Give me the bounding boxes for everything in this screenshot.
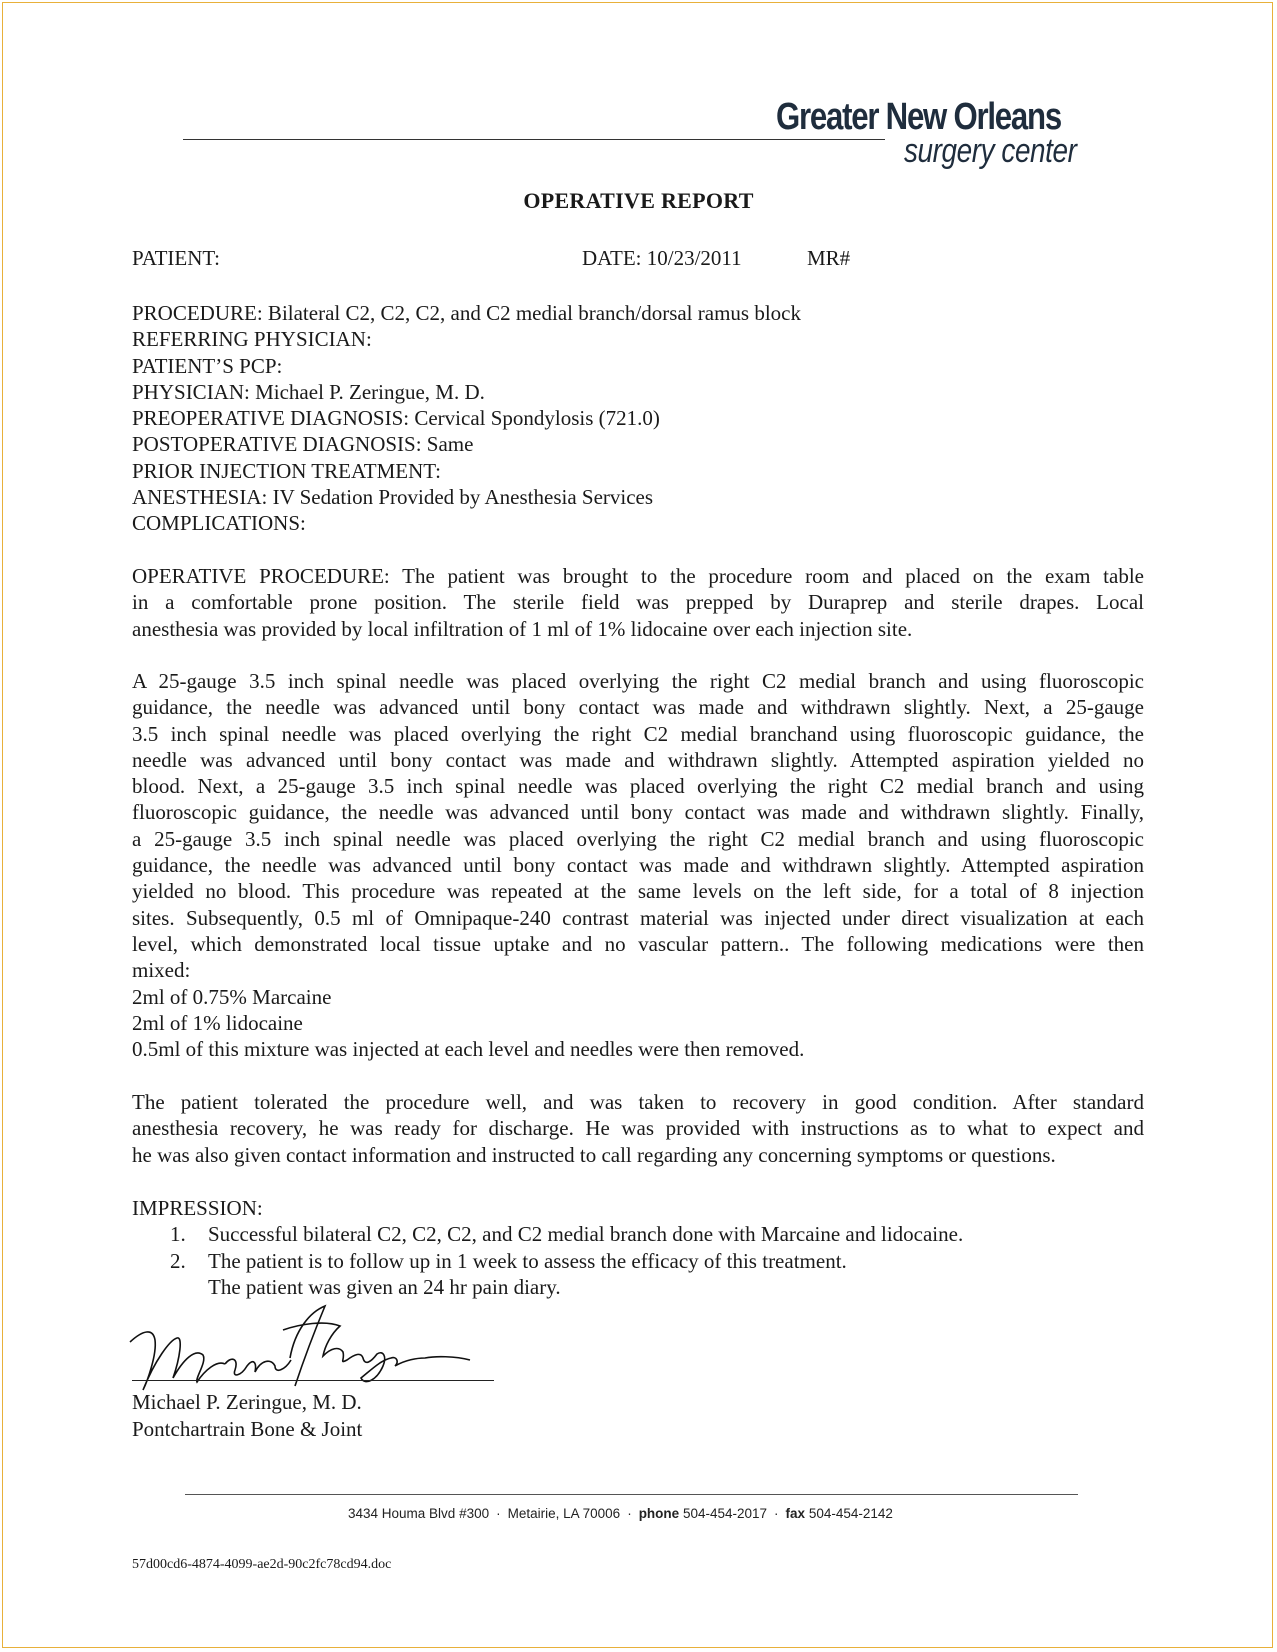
footer-fax-label: fax: [785, 1506, 806, 1521]
footer-fax: 504-454-2142: [808, 1506, 893, 1521]
paragraph-line: fluoroscopic guidance, the needle was advanced until bony contact was made and withdrawn slightly. Finally,: [132, 800, 1144, 825]
field-referring-physician: REFERRING PHYSICIAN:: [132, 327, 372, 352]
logo: [770, 96, 1090, 176]
signer-name: Michael P. Zeringue, M. D.: [132, 1390, 362, 1414]
footer-separator: ·: [627, 1506, 632, 1521]
impression-note: [132, 1274, 963, 1300]
medication-line: 2ml of 0.75% Marcaine: [132, 984, 332, 1009]
medication-line: 0.5ml of this mixture was injected at each level and needles were then removed.: [132, 1037, 805, 1062]
impression-item-number: 1.: [170, 1222, 186, 1247]
operative-procedure-paragraph: [132, 563, 1144, 642]
footer-contact: [348, 1506, 893, 1521]
paragraph-line: anesthesia recovery, he was ready for discharge. He was provided with instructions as to what to expect and: [132, 1116, 1144, 1141]
paragraph-line: A 25-gauge 3.5 inch spinal needle was placed overlying the right C2 medial branch and using fluoroscopic: [132, 669, 1144, 693]
footer-phone-label: phone: [638, 1506, 680, 1521]
logo-line-2: surgery center: [904, 132, 1077, 170]
paragraph-line: level, which demonstrated local tissue uptake and no vascular pattern.. The following medications were then: [132, 931, 1144, 956]
footer-city: Metairie, LA 70006: [507, 1506, 621, 1521]
field-prior-injection: PRIOR INJECTION TREATMENT:: [132, 458, 441, 483]
mr-label: MR#: [807, 246, 851, 270]
procedure-details-paragraph: [132, 668, 1144, 1062]
paragraph-line: 3.5 inch spinal needle was placed overlying the right C2 medial branchand using fluoroscopic guidance, the: [132, 721, 1144, 746]
impression-item-text: Successful bilateral C2, C2, C2, and C2 medial branch done with Marcaine and lidocaine.: [208, 1222, 964, 1247]
paragraph-line: blood. Next, a 25-gauge 3.5 inch spinal needle was placed overlying the right C2 medial branch and using: [132, 774, 1144, 799]
footer-phone: 504-454-2017: [682, 1506, 768, 1521]
paragraph-line: guidance, the needle was advanced until bony contact was made and withdrawn slightly. Next, a 25-gauge: [132, 695, 1144, 720]
date-label: DATE: 10/23/2011: [582, 246, 742, 270]
field-patient-pcp: PATIENT’S PCP:: [132, 353, 283, 378]
impression-list: [132, 1221, 963, 1300]
paragraph-line: needle was advanced until bony contact was made and withdrawn slightly. Attempted aspiration yielded no: [132, 747, 1144, 772]
field-postoperative-diagnosis: POSTOPERATIVE DIAGNOSIS: Same: [132, 432, 474, 457]
paragraph-line: anesthesia was provided by local infiltration of 1 ml of 1% lidocaine over each injection site.: [132, 616, 913, 641]
recovery-paragraph: [132, 1089, 1144, 1168]
logo-line-1: Greater New Orleans: [776, 96, 1061, 138]
field-preoperative-diagnosis: PREOPERATIVE DIAGNOSIS: Cervical Spondylosis (721.0): [132, 406, 660, 431]
footer-separator: ·: [774, 1506, 779, 1521]
patient-label: PATIENT:: [132, 246, 221, 270]
paragraph-line: sites. Subsequently, 0.5 ml of Omnipaque-240 contrast material was injected under direct visualization at each: [132, 905, 1144, 930]
page-title: OPERATIVE REPORT: [523, 188, 754, 213]
impression-item-number: 2.: [170, 1248, 186, 1273]
paragraph-line: he was also given contact information and instructed to call regarding any concerning symptoms or questions.: [132, 1142, 1056, 1167]
report-fields: [132, 300, 801, 537]
impression-item-text: The patient is to follow up in 1 week to assess the efficacy of this treatment.: [208, 1248, 847, 1273]
paragraph-line: OPERATIVE PROCEDURE: The patient was brought to the procedure room and placed on the exam table: [132, 564, 1144, 588]
impression-note-text: The patient was given an 24 hr pain diary.: [208, 1274, 561, 1299]
paragraph-line: in a comfortable prone position. The sterile field was prepped by Duraprep and sterile drapes. Local: [132, 590, 1144, 615]
paragraph-line: The patient tolerated the procedure well, and was taken to recovery in good condition. After standard: [132, 1090, 1144, 1114]
impression-section: [132, 1195, 963, 1300]
paragraph-line: mixed:: [132, 958, 191, 983]
footer-separator: ·: [496, 1506, 501, 1521]
signer-organization: Pontchartrain Bone & Joint: [132, 1417, 363, 1441]
impression-heading: IMPRESSION:: [132, 1196, 263, 1220]
impression-item: [132, 1221, 963, 1247]
field-procedure: PROCEDURE: Bilateral C2, C2, C2, and C2 medial branch/dorsal ramus block: [132, 301, 801, 325]
paragraph-line: guidance, the needle was advanced until bony contact was made and withdrawn slightly. Attempted aspiration: [132, 853, 1144, 878]
field-complications: COMPLICATIONS:: [132, 511, 306, 536]
paragraph-line: a 25-gauge 3.5 inch spinal needle was placed overlying the right C2 medial branch and using fluoroscopic: [132, 826, 1144, 851]
paragraph-line: yielded no blood. This procedure was repeated at the same levels on the left side, for a total of 8 injection: [132, 879, 1144, 904]
impression-item: [132, 1248, 963, 1274]
medication-line: 2ml of 1% lidocaine: [132, 1010, 303, 1035]
footer-address: 3434 Houma Blvd #300: [348, 1506, 490, 1521]
handwritten-signature: [125, 1300, 505, 1400]
footer-rule: [185, 1494, 1078, 1495]
field-physician: PHYSICIAN: Michael P. Zeringue, M. D.: [132, 379, 485, 404]
signature-line: [132, 1380, 494, 1381]
field-anesthesia: ANESTHESIA: IV Sedation Provided by Anesthesia Services: [132, 485, 654, 510]
document-id: 57d00cd6-4874-4099-ae2d-90c2fc78cd94.doc: [132, 1557, 392, 1572]
